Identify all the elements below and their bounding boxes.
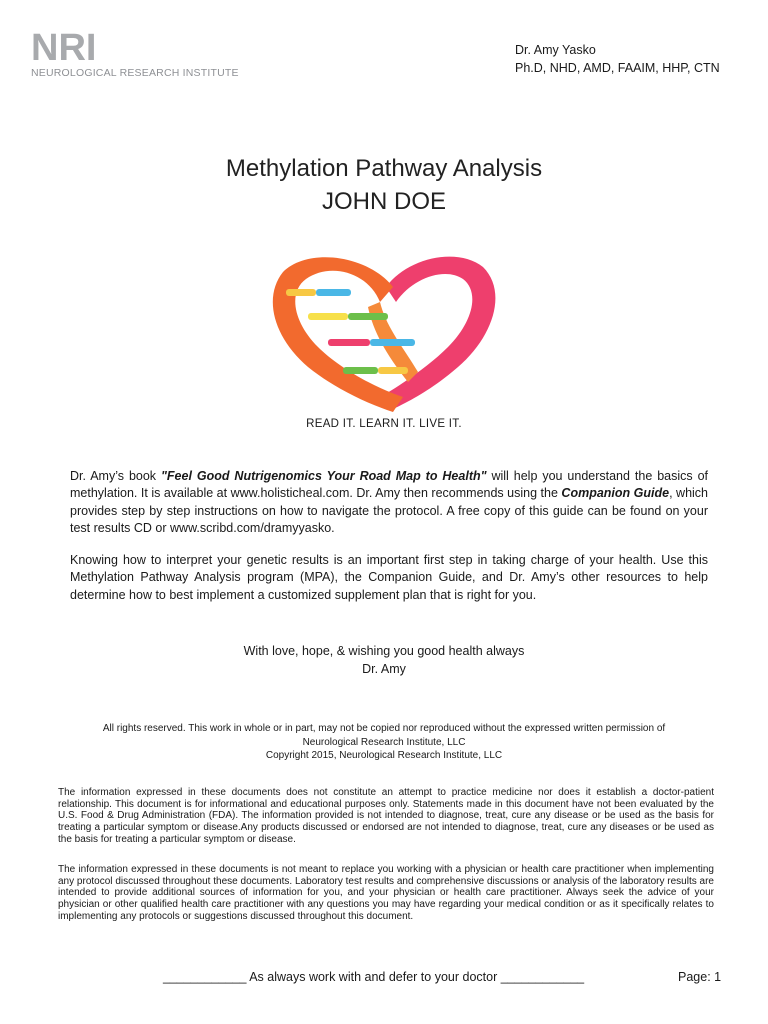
signoff	[0, 642, 768, 678]
intro-text-middle: will help you understand the basics of methylation. It is available at www.holisticheal.com. Dr. Amy then recommends using the	[70, 469, 708, 501]
dna-rung	[316, 289, 351, 296]
nri-logo	[31, 27, 239, 79]
author-credentials: Ph.D, NHD, AMD, FAAIM, HHP, CTN	[515, 61, 720, 75]
rights-notice	[0, 722, 768, 763]
dna-rung	[308, 313, 348, 320]
dna-heart-icon	[268, 247, 502, 413]
dna-rung	[370, 339, 415, 346]
heart-right-lobe	[380, 257, 495, 409]
logo-mark: NRI	[31, 27, 97, 69]
logo-subtitle: NEUROLOGICAL RESEARCH INSTITUTE	[31, 67, 239, 79]
dna-rung	[328, 339, 370, 346]
book-title: "Feel Good Nutrigenomics Your Road Map to Health"	[160, 469, 487, 483]
dna-rung	[286, 289, 316, 296]
author-name: Dr. Amy Yasko	[515, 43, 596, 57]
page-number: Page: 1	[678, 970, 722, 984]
signoff-line1: With love, hope, & wishing you good health always	[243, 644, 525, 658]
dna-rung	[343, 367, 378, 374]
disclaimer-paragraph-1: The information expressed in these documents does not constitute an attempt to practice medicine nor does it establish a doctor-patient relationship. This document is for informational and educational purposes only. Statements made in this document have not been evaluated by the U.S. Food & Drug Administration (FDA). The information provided is not intended to diagnose, treat, cure any disease or be used as the basis for treating a particular symptom or disease.Any products discussed or endorsed are not intended to diagnose, treat, cure any diseases or be used as the basis for treating a particular symptom or disease.	[58, 787, 714, 845]
dna-rung	[348, 313, 388, 320]
footer-text: ____________ As always work with and defer to your doctor ____________	[163, 970, 585, 984]
rights-line1: All rights reserved. This work in whole or in part, may not be copied nor reproduced without the expressed written permission of	[102, 723, 666, 734]
rights-line3: Copyright 2015, Neurological Research Institute, LLC	[265, 750, 503, 761]
title-line2: JOHN DOE	[321, 188, 446, 215]
dna-rung	[378, 367, 408, 374]
author-block	[515, 41, 720, 77]
title-line1: Methylation Pathway Analysis	[225, 155, 543, 182]
intro-paragraph-2: Knowing how to interpret your genetic results is an important first step in taking charge of your health. Use this Methylation Pathway Analysis program (MPA), the Companion Guide, and Dr. Amy’s other resources to help determine how to best implement a customized supplement plan that is right for you.	[70, 553, 708, 602]
rights-line2: Neurological Research Institute, LLC	[302, 736, 466, 748]
signoff-line2: Dr. Amy	[362, 662, 406, 676]
document-title	[0, 152, 768, 218]
intro-paragraph-1	[70, 468, 708, 537]
intro-text-end: , which provides step by step instructions on how to navigate the protocol. A free copy of this guide can be found on your test results CD or www.scribd.com/dramyyasko.	[70, 486, 708, 535]
companion-guide-title: Companion Guide	[561, 486, 670, 501]
disclaimer-paragraph-2: The information expressed in these documents is not meant to replace you working with a physician or health care practitioner when implementing any protocol discussed throughout these documents. Laboratory test results and comprehensive discussions or analysis of the laboratory results are intended to provide additional sources of information for you, and your physician or health care practitioner. Always seek the advice of your physician or other qualified health care practitioner with any questions you may have regarding your medical condition or as it specifically relates to implementing any protocols or suggestions discussed throughout this document.	[58, 864, 714, 922]
intro-text-start: Dr. Amy’s book	[70, 469, 161, 483]
tagline: READ IT. LEARN IT. LIVE IT.	[306, 418, 462, 430]
